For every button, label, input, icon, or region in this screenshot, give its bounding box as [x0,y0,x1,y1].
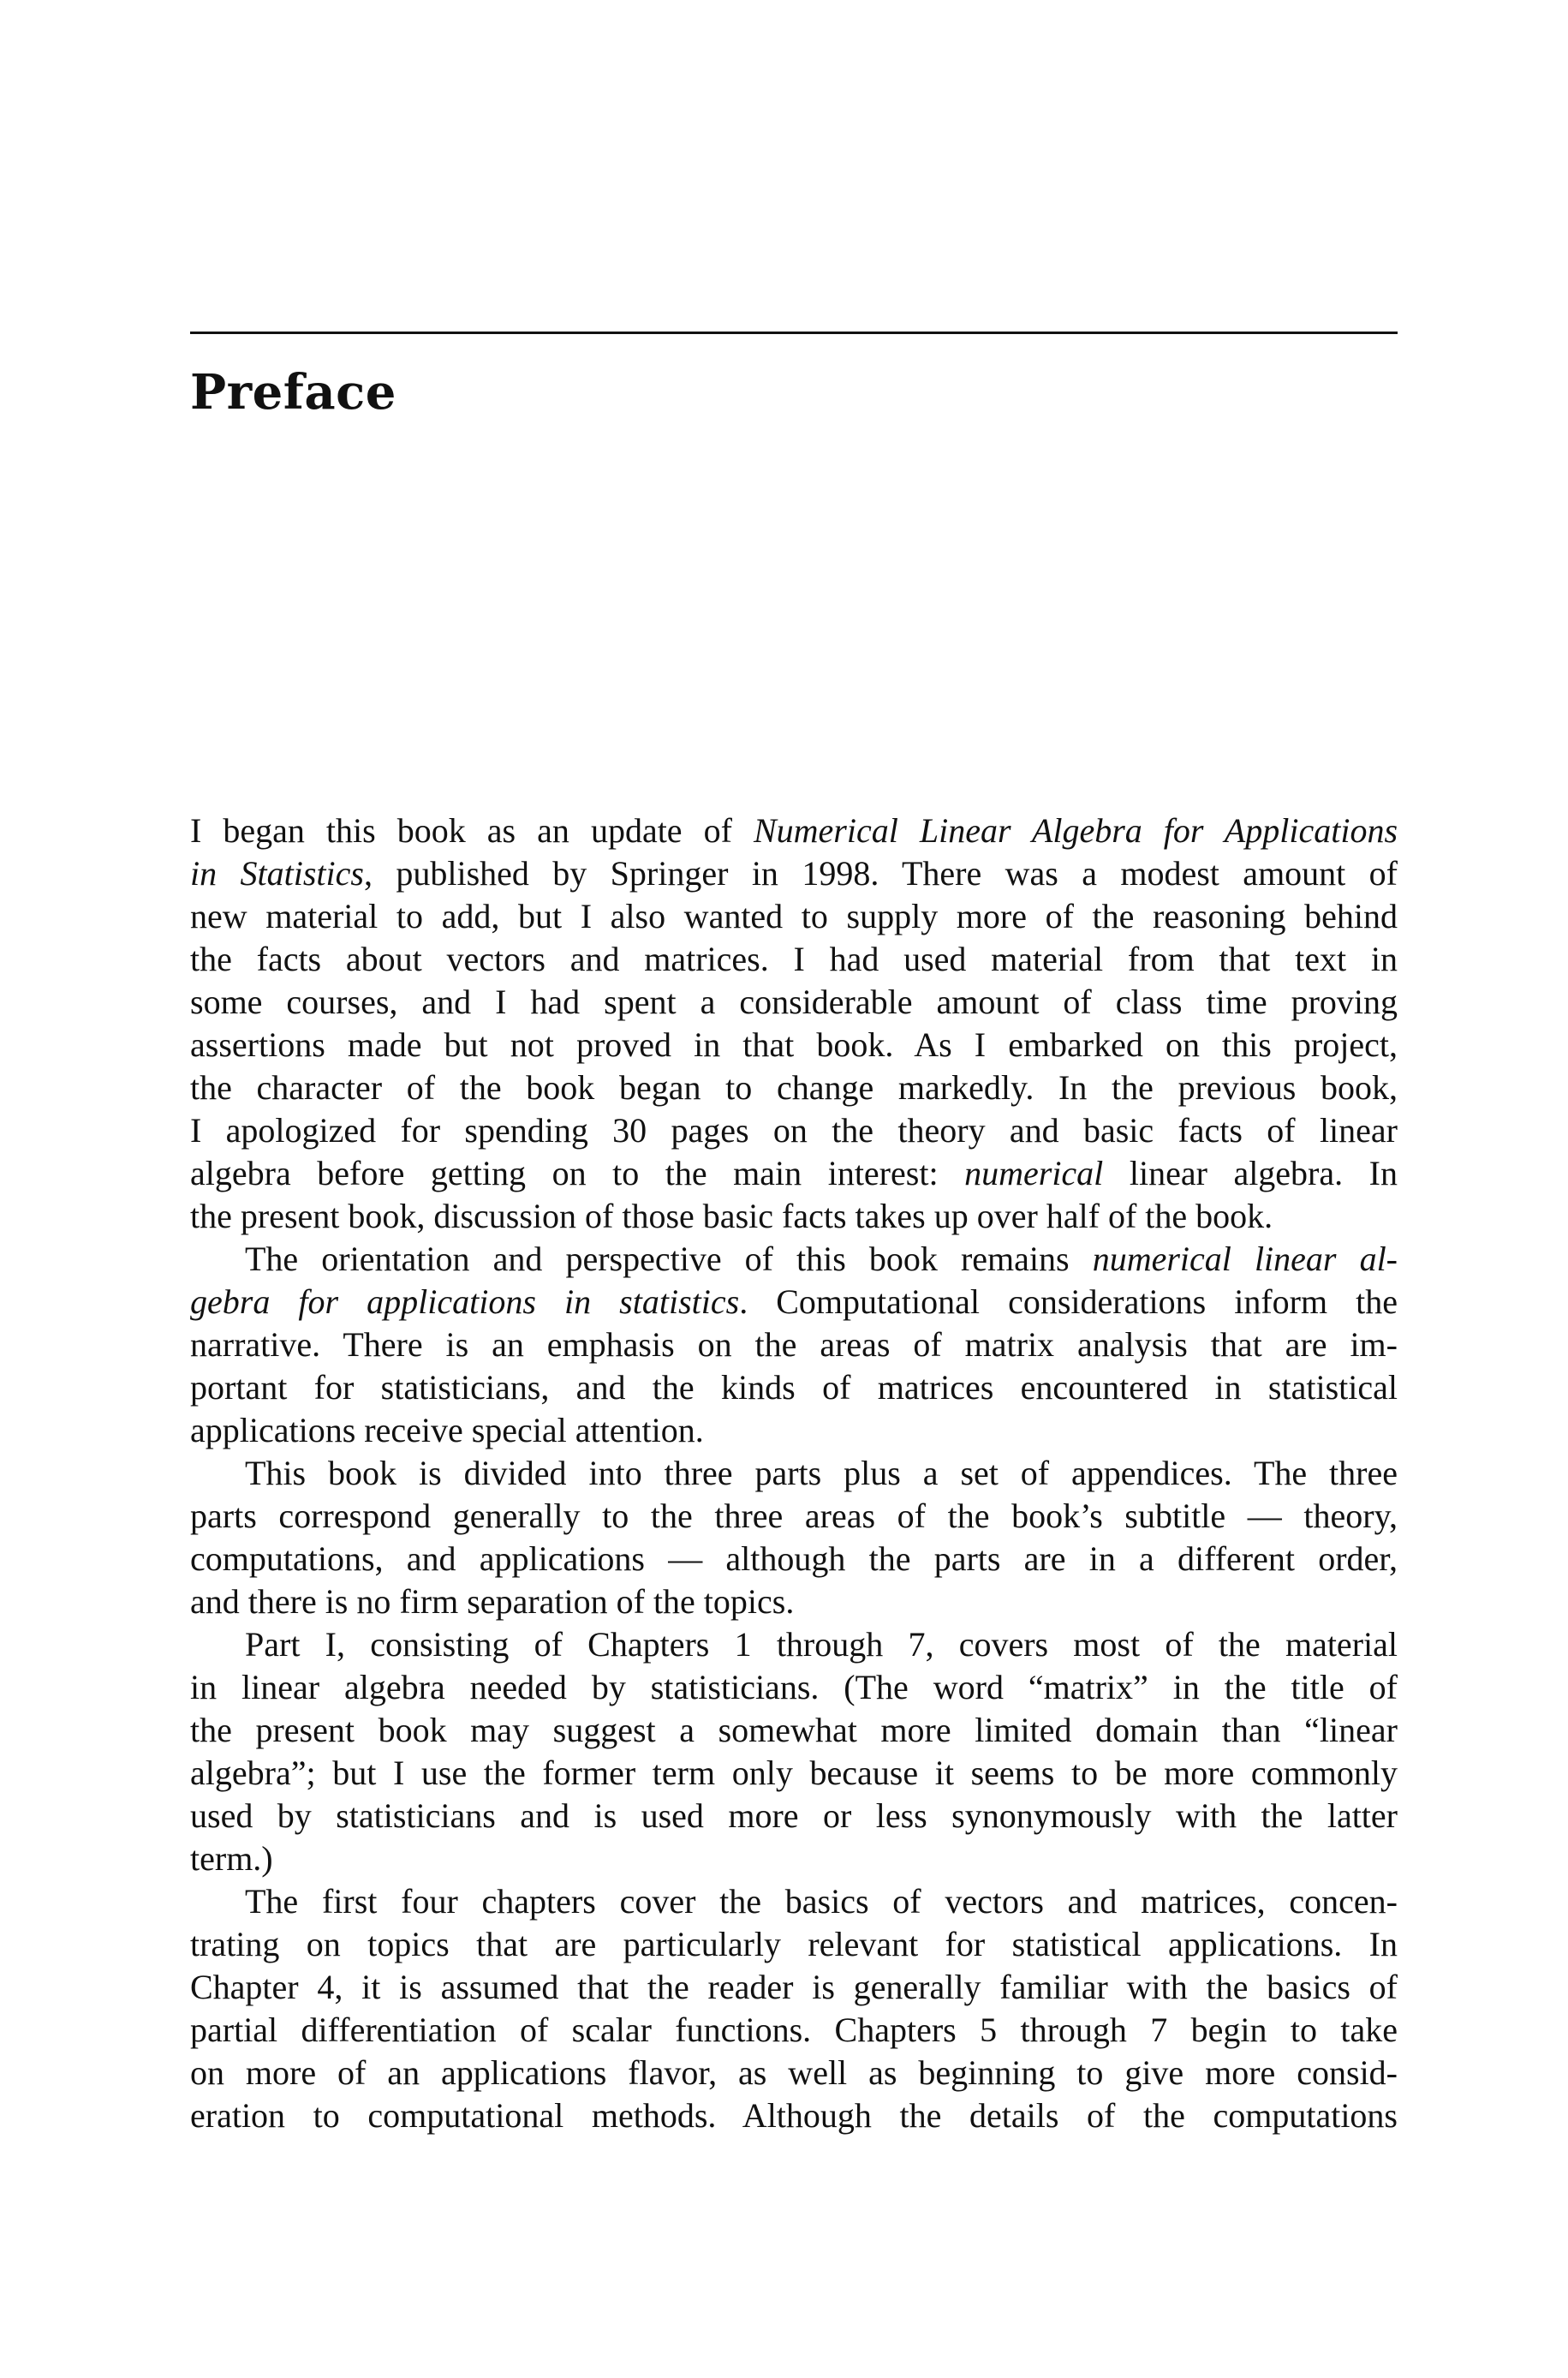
text-line: assertions made but not proved in that book. As I embarked on this project, [190,1025,1398,1064]
text-line: I apologized for spending 30 pages on the theory and basic facts of linear [190,1111,1398,1150]
text-line: the character of the book began to change markedly. In the previous book, [190,1068,1398,1107]
emphasis: gebra for applications in statistics [190,1282,740,1321]
text-line: Part I, consisting of Chapters 1 through 7, covers most of the material [245,1625,1398,1664]
text-line: portant for statisticians, and the kinds of matrices encountered in statistical [190,1368,1398,1407]
text-line: computations, and applications — although the parts are in a different order, [190,1539,1398,1578]
text-line: This book is divided into three parts plus a set of appendices. The three [245,1454,1398,1492]
text-line: the present book may suggest a somewhat more limited domain than “linear [190,1711,1398,1749]
text-line: in linear algebra needed by statisticians. (The word “matrix” in the title of [190,1668,1398,1706]
text-line: partial differentiation of scalar functions. Chapters 5 through 7 begin to take [190,2011,1398,2049]
text-line: new material to add, but I also wanted to supply more of the reasoning behind [190,897,1398,935]
text-line: algebra before getting on to the main interest: numerical linear algebra. In [190,1154,1398,1192]
paragraph [190,1623,1398,1880]
text-line: the facts about vectors and matrices. I had used material from that text in [190,940,1398,978]
emphasis: Numerical Linear Algebra for Applications [753,811,1398,850]
emphasis: numerical linear al- [1092,1240,1398,1278]
text-line: narrative. There is an emphasis on the areas of matrix analysis that are im- [190,1325,1398,1364]
text-line: on more of an applications flavor, as well as beginning to give more consid- [190,2053,1398,2092]
text-line: parts correspond generally to the three areas of the book’s subtitle — theory, [190,1497,1398,1535]
chapter-title: Preface [190,364,396,421]
text-line: some courses, and I had spent a considerable amount of class time proving [190,983,1398,1021]
paragraph [190,810,1398,1238]
text-line: term.) [190,1839,273,1878]
preface-body [190,810,1398,2137]
text-line: used by statisticians and is used more or less synonymously with the latter [190,1796,1398,1835]
text-line: algebra”; but I use the former term only because it seems to be more commonly [190,1754,1398,1792]
paragraph [190,1880,1398,2137]
text-line: I began this book as an update of Numerical Linear Algebra for Applications [190,811,1398,850]
text-line: trating on topics that are particularly relevant for statistical applications. In [190,1925,1398,1963]
text-line: Chapter 4, it is assumed that the reader is generally familiar with the basics of [190,1968,1398,2006]
text-line: applications receive special attention. [190,1411,704,1449]
paragraph [190,1452,1398,1623]
emphasis: numerical [964,1154,1104,1192]
text-line: and there is no firm separation of the topics. [190,1582,795,1621]
text-line: The orientation and perspective of this book remains numerical linear al- [245,1240,1398,1278]
emphasis: in Statistics [190,854,364,893]
text-line: gebra for applications in statistics. Computational considerations inform the [190,1282,1398,1321]
text-line: in Statistics, published by Springer in 1998. There was a modest amount of [190,854,1398,893]
text-line: The first four chapters cover the basics of vectors and matrices, concen- [245,1882,1398,1921]
text-line: eration to computational methods. Although the details of the computations [190,2096,1398,2135]
paragraph [190,1238,1398,1452]
text-line: the present book, discussion of those basic facts takes up over half of the book. [190,1197,1273,1235]
chapter-top-rule [190,332,1398,334]
